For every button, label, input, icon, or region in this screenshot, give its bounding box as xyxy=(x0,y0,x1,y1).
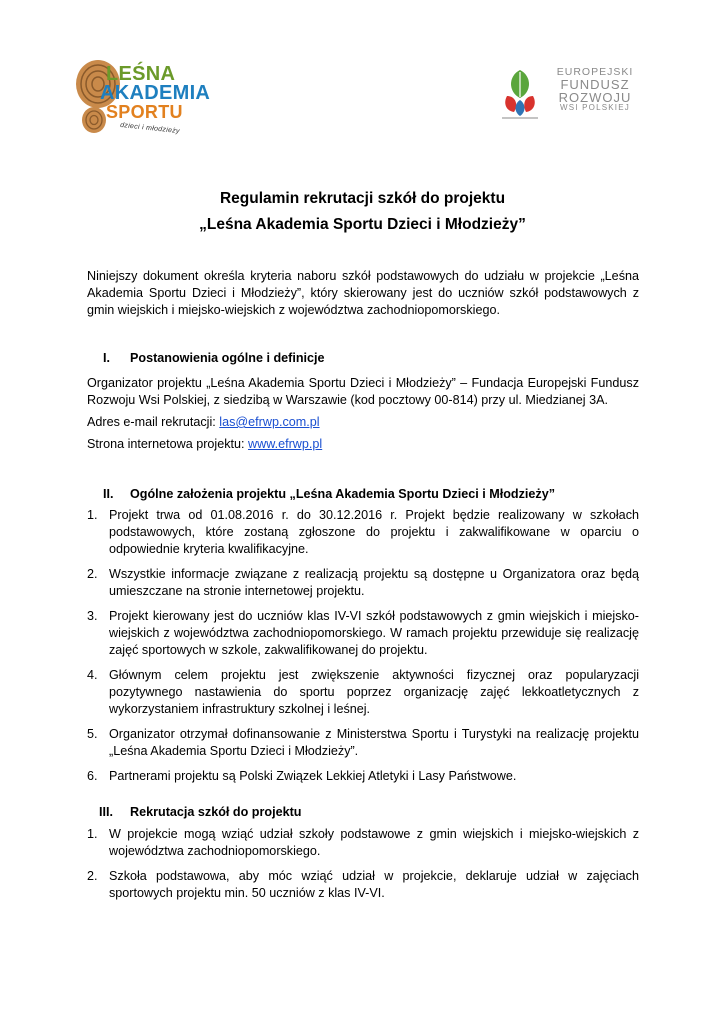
section-number: II. xyxy=(103,487,114,501)
section-number: I. xyxy=(103,351,110,365)
website-link[interactable]: www.efrwp.pl xyxy=(248,437,323,451)
list-item xyxy=(87,566,639,600)
section-title: Ogólne założenia projektu „Leśna Akademia Sportu Dzieci i Młodzieży” xyxy=(130,487,556,501)
intro-paragraph: Niniejszy dokument określa kryteria naboru szkół podstawowych do udziału w projekcie „Leśna Akademia Sportu Dzieci i Młodzieży”, który skierowany jest do uczniów szkół podstawowych z gmin wiejskich i miejsko-wiejskich z województwa zachodniopomorskiego. xyxy=(87,269,639,317)
document-title: Regulamin rekrutacji szkół do projektu xyxy=(219,190,506,207)
list-number: 2. xyxy=(87,567,98,581)
section-title: Postanowienia ogólne i definicje xyxy=(130,351,325,365)
list-number: 6. xyxy=(87,769,98,783)
section-title: Rekrutacja szkół do projektu xyxy=(130,805,302,819)
list-item xyxy=(87,726,639,760)
list-text: Partnerami projektu są Polski Związek Lekkiej Atletyki i Lasy Państwowe. xyxy=(109,769,517,783)
logo-word-akademia: AKADEMIA xyxy=(100,82,211,104)
email-link[interactable]: las@efrwp.com.pl xyxy=(219,415,320,429)
list-number: 4. xyxy=(87,668,98,682)
list-item xyxy=(87,868,639,902)
efrwp-line-1: EUROPEJSKI xyxy=(556,66,634,78)
logo-word-sportu: SPORTU xyxy=(106,102,183,122)
email-label: Adres e-mail rekrutacji: xyxy=(87,415,220,429)
list-item xyxy=(87,667,639,718)
list-item xyxy=(87,608,639,659)
list-number: 1. xyxy=(87,827,98,841)
efrwp-line-4: WSI POLSKIEJ xyxy=(560,102,630,112)
list-number: 2. xyxy=(87,869,98,883)
list-text: Głównym celem projektu jest zwiększenie aktywności fizycznej oraz popularyzacji pozytywnego nastawienia do sportu poprzez organizację zajęć lekkoatletycznych z wykorzystaniem infrastruktury szkolnej i leśnej. xyxy=(109,668,639,716)
list-item xyxy=(87,768,639,785)
list-text: Projekt trwa od 01.08.2016 r. do 30.12.2016 r. Projekt będzie realizowany w szkołach podstawowych, które zostaną zgłoszone do projektu i zakwalifikowane w oparciu o odpowiednie kryteria kwalifikacyjne. xyxy=(109,508,639,556)
section-number: III. xyxy=(99,805,113,819)
section-3-list xyxy=(87,826,639,910)
logo-word-lesna: LEŚNA xyxy=(106,63,176,85)
list-text: W projekcie mogą wziąć udział szkoły podstawowe z gmin wiejskich i miejsko-wiejskich z województwa zachodniopomorskiego. xyxy=(109,827,639,858)
website-label: Strona internetowa projektu: xyxy=(87,437,249,451)
organizer-paragraph: Organizator projektu „Leśna Akademia Sportu Dzieci i Młodzieży” – Fundacja Europejski Fundusz Rozwoju Wsi Polskiej, z siedzibą w Warszawie (kod pocztowy 00-814) przy ul. Miedzianej 3A. xyxy=(87,376,639,407)
website-line xyxy=(87,436,639,453)
document-subtitle: „Leśna Akademia Sportu Dzieci i Młodzieży” xyxy=(199,216,526,233)
list-text: Szkoła podstawowa, aby móc wziąć udział w projekcie, deklaruje udział w zajęciach sportowych projektu min. 50 uczniów z klas IV-VI. xyxy=(109,869,639,900)
efrwp-logo xyxy=(498,66,658,122)
list-item xyxy=(87,507,639,558)
list-item xyxy=(87,826,639,860)
list-text: Organizator otrzymał dofinansowanie z Ministerstwa Sportu i Turystyki na realizację projektu „Leśna Akademia Sportu Dzieci i Młodzieży”. xyxy=(109,727,639,758)
list-number: 3. xyxy=(87,609,98,623)
list-number: 5. xyxy=(87,727,98,741)
list-number: 1. xyxy=(87,508,98,522)
efrwp-line-2: FUNDUSZ xyxy=(560,76,630,92)
logo-tagline: dzieci i młodzieży xyxy=(119,121,181,136)
list-text: Projekt kierowany jest do uczniów klas IV-VI szkół podstawowych z gmin wiejskich i miejsko-wiejskich z województwa zachodniopomorskiego. W ramach projektu przewiduje się realizację zajęć sportowych w szkole, zakwalifikowanej do projektu. xyxy=(109,609,639,657)
efrwp-line-3: ROZWOJU xyxy=(558,89,632,105)
email-line xyxy=(87,414,639,431)
section-2-list xyxy=(87,507,639,793)
lesna-akademia-logo xyxy=(72,56,222,138)
leaves-icon xyxy=(498,66,542,122)
list-text: Wszystkie informacje związane z realizacją projektu są dostępne u Organizatora oraz będą umieszczane na stronie internetowej projektu. xyxy=(109,567,639,598)
